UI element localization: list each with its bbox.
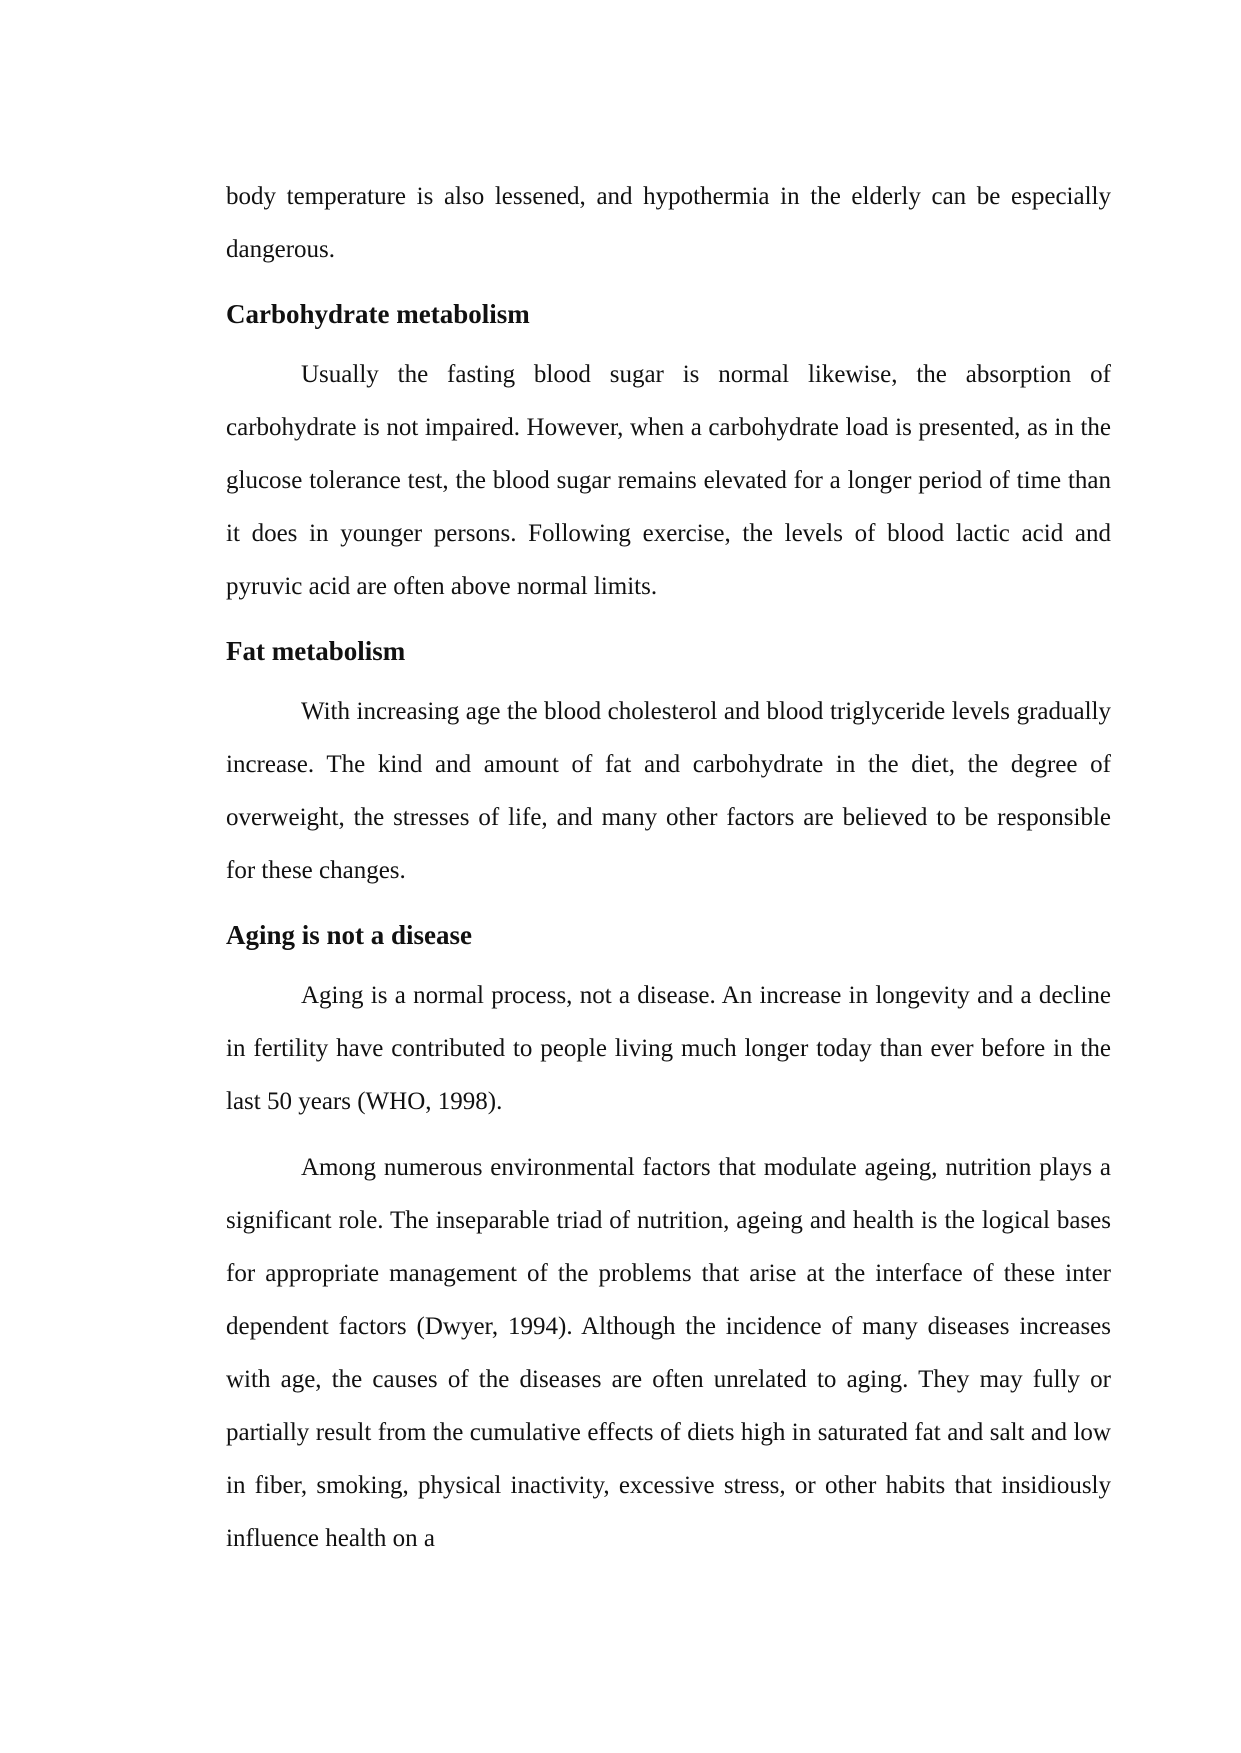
- intro-paragraph: body temperature is also lessened, and hypothermia in the elderly can be especially dangerous.: [226, 183, 1111, 263]
- aging-paragraph-2: Among numerous environmental factors that modulate ageing, nutrition plays a significant role. The inseparable triad of nutrition, ageing and health is the logical bases for appropriate management of the problems that arise at the interface of these inter dependent factors (Dwyer, 1994). Although the incidence of many diseases increases with age, the causes of the diseases are often unrelated to aging. They may fully or partially result from the cumulative effects of diets high in saturated fat and salt and low in fiber, smoking, physical inactivity, excessive stress, or other habits that insidiously influence health on a: [226, 1154, 1111, 1552]
- aging-paragraph-1: Aging is a normal process, not a disease. An increase in longevity and a decline in fertility have contributed to people living much longer today than ever before in the last 50 years (WHO, 1998).: [226, 982, 1111, 1115]
- heading-aging-not-disease: Aging is not a disease: [226, 920, 473, 950]
- heading-carbohydrate-metabolism: Carbohydrate metabolism: [226, 299, 530, 329]
- document-page: [226, 170, 1111, 1565]
- fat-paragraph: With increasing age the blood cholesterol and blood triglyceride levels gradually increase. The kind and amount of fat and carbohydrate in the diet, the degree of overweight, the stresses of life, and many other factors are believed to be responsible for these changes.: [226, 698, 1111, 884]
- carbohydrate-paragraph: Usually the fasting blood sugar is normal likewise, the absorption of carbohydrate is not impaired. However, when a carbohydrate load is presented, as in the glucose tolerance test, the blood sugar remains elevated for a longer period of time than it does in younger persons. Following exercise, the levels of blood lactic acid and pyruvic acid are often above normal limits.: [226, 361, 1111, 600]
- heading-fat-metabolism: Fat metabolism: [226, 636, 406, 666]
